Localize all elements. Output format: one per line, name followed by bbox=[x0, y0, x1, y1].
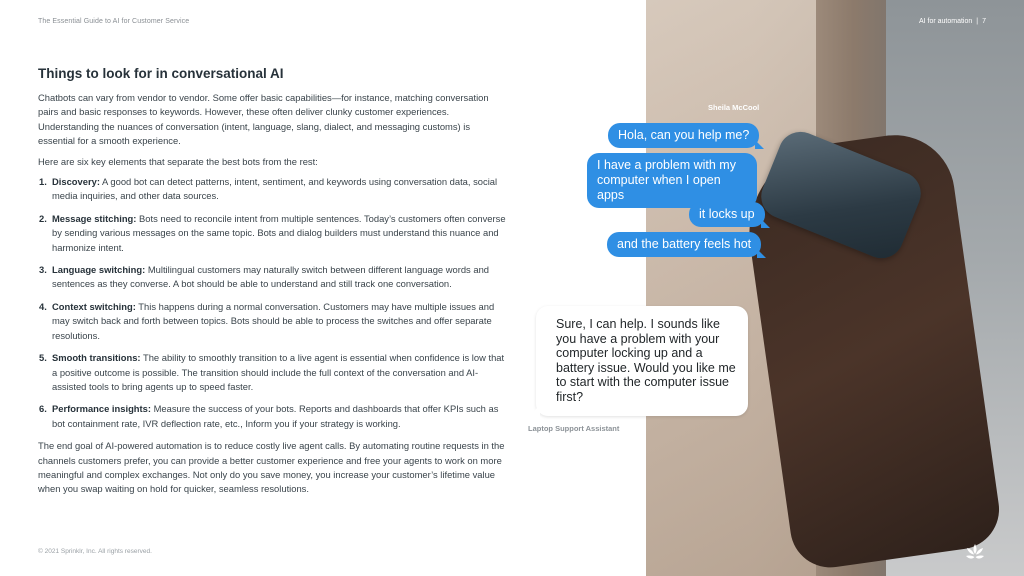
item-text: Multilingual customers may naturally switch between different language words and sentences as they converse. A bot should be able to understand and still track one conversation. bbox=[52, 264, 489, 290]
item-term: Message stitching: bbox=[52, 212, 137, 224]
item-number: 6. bbox=[39, 403, 47, 415]
section-label: AI for automation bbox=[918, 18, 973, 25]
section-header bbox=[919, 18, 986, 25]
list-item bbox=[38, 300, 508, 343]
header-divider: | bbox=[976, 18, 979, 25]
message-text: Hola, can you help me? bbox=[618, 128, 750, 142]
list-item bbox=[38, 212, 508, 255]
item-text: Bots need to reconcile intent from multiple sentences. Today’s customers often converse by sending various messages on the same topic. Bots and dialog builders must understand this nuance and harmonize intent. bbox=[52, 212, 506, 253]
assistant-message-bubble bbox=[536, 306, 748, 416]
item-number: 4. bbox=[39, 300, 47, 312]
bubble-tail bbox=[761, 219, 770, 228]
item-term: Context switching: bbox=[52, 300, 136, 312]
bubble-tail bbox=[528, 405, 540, 417]
item-text: A good bot can detect patterns, intent, sentiment, and keywords using conversation data, social media inquiries, and other data sources. bbox=[52, 176, 498, 202]
message-text: it locks up bbox=[699, 207, 755, 221]
feature-list bbox=[38, 175, 508, 431]
item-term: Discovery: bbox=[52, 176, 100, 188]
item-number: 1. bbox=[39, 176, 47, 188]
message-text: and the battery feels hot bbox=[617, 237, 752, 251]
list-item bbox=[38, 175, 508, 204]
running-header: The Essential Guide to AI for Customer Service bbox=[38, 18, 190, 25]
brand-logo-icon bbox=[964, 542, 986, 562]
customer-message-bubble bbox=[607, 232, 761, 257]
customer-message-bubble bbox=[608, 123, 759, 148]
item-text: Measure the success of your bots. Reports and dashboards that offer KPIs such as bot containment rate, IVR deflection rate, etc., Inform you if your strategy is working. bbox=[52, 403, 499, 429]
section-title: Things to look for in conversational AI bbox=[38, 66, 284, 81]
conclusion-paragraph: The end goal of AI-powered automation is to reduce costly live agent calls. By automating routine requests in the channels customers prefer, you can provide a better customer experience and free your agents to work on more meaningful and complex exchanges. Not only do you save money, you increase your customer’s lifetime value when you swap waiting on hold for quicker, seamless resolutions. bbox=[38, 440, 505, 495]
bubble-tail bbox=[757, 249, 766, 258]
hand-holding-phone-photo bbox=[646, 0, 1024, 576]
intro-paragraph: Chatbots can vary from vendor to vendor. Some offer basic capabilities—for instance, matching conversation pairs and basic responses to keywords. However, these often deliver clunky customer experiences. Understanding the nuances of conversation (intent, language, slang, dialect, and messaging customs) is essential for a smooth experience. bbox=[38, 92, 489, 147]
item-term: Smooth transitions: bbox=[52, 352, 141, 364]
customer-message-bubble bbox=[689, 202, 765, 227]
item-number: 2. bbox=[39, 212, 47, 224]
list-item bbox=[38, 263, 508, 292]
item-number: 5. bbox=[39, 352, 47, 364]
item-term: Performance insights: bbox=[52, 403, 151, 415]
customer-message-bubble bbox=[587, 153, 757, 208]
page-number: 7 bbox=[982, 18, 986, 25]
item-term: Language switching: bbox=[52, 264, 146, 276]
list-item bbox=[38, 351, 508, 394]
item-text: The ability to smoothly transition to a live agent is essential when confidence is low that a positive outcome is possible. The transition should include the full context of the conversation and AI-assisted tools to bring agents up to speed faster. bbox=[52, 352, 505, 392]
copyright-footer: © 2021 Sprinklr, Inc. All rights reserved. bbox=[38, 548, 152, 555]
assistant-name: Laptop Support Assistant bbox=[528, 424, 620, 433]
main-content bbox=[38, 66, 508, 503]
lead-in-paragraph: Here are six key elements that separate the best bots from the rest: bbox=[38, 155, 318, 167]
item-number: 3. bbox=[39, 264, 47, 276]
message-text: I have a problem with my computer when I open apps bbox=[597, 158, 736, 202]
list-item bbox=[38, 402, 508, 431]
message-text: Sure, I can help. I sounds like you have a problem with your computer locking up and a battery issue. Would you like me to start with the computer issue first? bbox=[556, 317, 736, 404]
bubble-tail bbox=[755, 140, 764, 149]
item-text: This happens during a normal conversation. Customers may have multiple issues and may switch back and forth between topics. Bots should be able to process the switches and offer separate resolutions. bbox=[52, 300, 495, 341]
customer-name: Sheila McCool bbox=[708, 103, 760, 112]
